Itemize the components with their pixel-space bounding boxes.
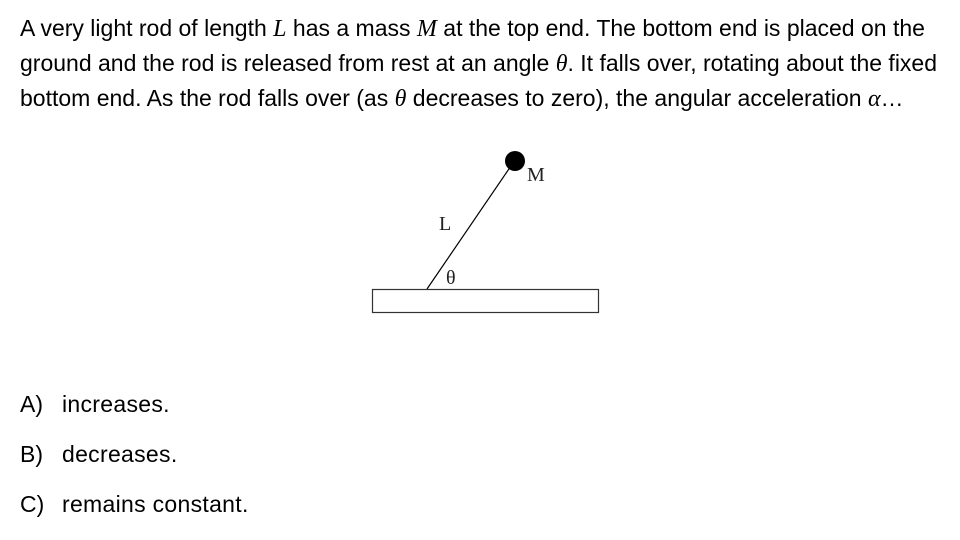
choice-a-letter: A) bbox=[20, 391, 43, 417]
variable-M: M bbox=[416, 16, 437, 42]
choice-a[interactable] bbox=[20, 388, 249, 438]
choice-b[interactable] bbox=[20, 438, 249, 488]
question-part-2: has a mass bbox=[286, 15, 417, 41]
mass-ball bbox=[505, 151, 525, 171]
angle-label: θ bbox=[446, 267, 456, 289]
choice-c-letter: C) bbox=[20, 491, 45, 517]
mass-label: M bbox=[527, 164, 545, 186]
question-part-1: A very light rod of length bbox=[20, 15, 274, 41]
choice-c[interactable] bbox=[20, 488, 249, 538]
ground-block bbox=[373, 290, 599, 313]
question-part-4: . It falls over, rotating about the fixed bottom end. As the rod falls over (as bbox=[20, 50, 938, 111]
variable-L: L bbox=[273, 16, 287, 42]
length-label: L bbox=[439, 213, 452, 235]
answer-choices bbox=[20, 388, 249, 538]
variable-alpha: α bbox=[867, 86, 881, 112]
question-part-6: … bbox=[880, 85, 904, 111]
variable-theta-2: θ bbox=[394, 86, 407, 112]
choice-c-text: remains constant. bbox=[62, 491, 249, 517]
variable-theta: θ bbox=[555, 51, 568, 77]
rod-diagram bbox=[360, 145, 620, 325]
choice-a-text: increases. bbox=[62, 391, 170, 417]
choice-b-letter: B) bbox=[20, 441, 43, 467]
question-part-3: at the top end. The bottom end is placed on the ground and the rod is released from rest at an angle bbox=[20, 15, 925, 76]
choice-b-text: decreases. bbox=[62, 441, 178, 467]
question-part-5: decreases to zero), the angular acceleration bbox=[406, 85, 868, 111]
question-text bbox=[20, 11, 945, 116]
